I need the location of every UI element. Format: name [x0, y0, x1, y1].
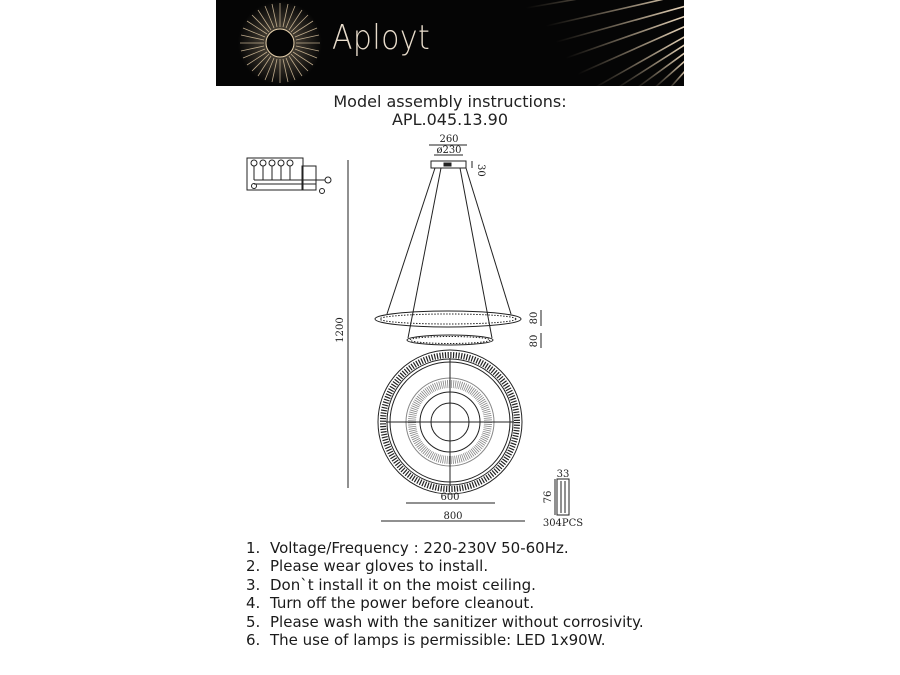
decorative-rays-icon — [526, 0, 684, 86]
list-item — [246, 576, 644, 594]
dim-canopy-height: 30 — [475, 164, 486, 177]
dim-lower-ring-height: 80 — [529, 334, 540, 348]
dim-upper-ring-height: 80 — [529, 311, 540, 325]
list-item — [246, 613, 644, 631]
dim-crystal-width: 33 — [556, 469, 570, 480]
list-item-text: Please wash with the sanitizer without corrosivity. — [270, 612, 644, 631]
brand-name: Aployt — [332, 18, 431, 58]
dim-crystal-length: 76 — [543, 490, 554, 504]
model-number: APL.045.13.90 — [391, 110, 509, 129]
list-item-number: 3. — [246, 575, 261, 594]
list-item-number: 4. — [246, 594, 261, 613]
list-item — [246, 557, 644, 575]
list-item-text: Turn off the power before cleanout. — [270, 594, 535, 613]
dim-canopy-diameter: ø230 — [436, 145, 462, 156]
wiring-terminal-block-icon — [247, 158, 331, 194]
dim-outer-diameter: 800 — [443, 511, 463, 522]
technical-drawing — [230, 128, 610, 533]
dim-total-height: 1200 — [335, 317, 346, 343]
list-item — [246, 594, 644, 612]
dim-canopy-width: 260 — [439, 134, 459, 145]
list-item — [246, 631, 644, 649]
list-item-number: 1. — [246, 539, 261, 557]
list-item-text: The use of lamps is permissible: LED 1x90W. — [270, 631, 606, 650]
list-item-number: 6. — [246, 631, 261, 650]
list-item-text: Please wear gloves to install. — [270, 557, 489, 576]
list-item-number: 5. — [246, 612, 261, 631]
brand-banner — [216, 0, 684, 86]
crystal-count: 304PCS — [542, 518, 584, 529]
instructions-list — [246, 539, 644, 649]
list-item-text: Voltage/Frequency : 220-230V 50-60Hz. — [270, 539, 569, 557]
dim-inner-diameter: 600 — [440, 492, 460, 503]
sunburst-logo-icon — [216, 0, 684, 86]
list-item — [246, 539, 644, 557]
list-item-text: Don`t install it on the moist ceiling. — [270, 575, 536, 594]
list-item-number: 2. — [246, 557, 261, 576]
document-title: Model assembly instructions: — [333, 92, 567, 111]
